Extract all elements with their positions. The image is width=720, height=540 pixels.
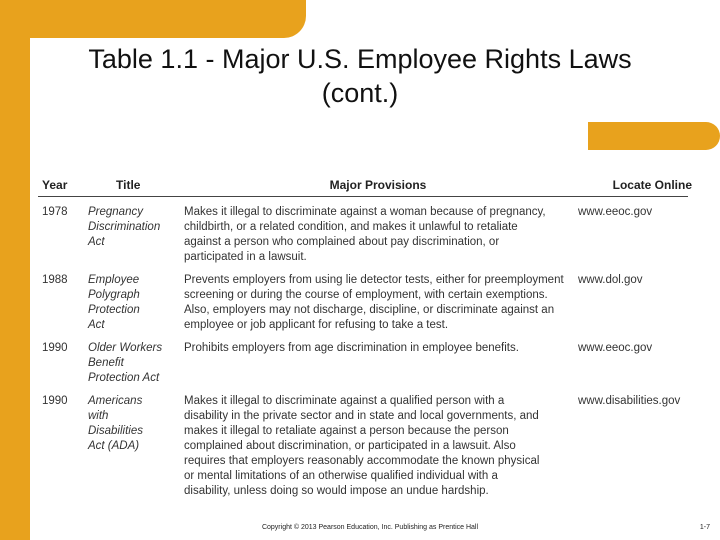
row-title-line: Benefit [88, 357, 124, 369]
row-provisions [184, 341, 572, 386]
row-title [88, 394, 184, 499]
row-title-line: Americans [88, 395, 143, 407]
provision-line: against a person who complained about pay discrimination, or [184, 236, 500, 248]
row-year: 1990 [42, 395, 68, 407]
row-online-link: www.dol.gov [578, 274, 643, 286]
row-title-line: Older Workers [88, 342, 163, 354]
slide-title-line2: (cont.) [321, 78, 399, 108]
row-title-line: Employee [88, 274, 140, 286]
row-title [88, 205, 184, 265]
provision-line: childbirth, or a related condition, and makes it unlawful to retaliate [184, 221, 518, 233]
row-provisions [184, 273, 572, 333]
provision-line: complained about discrimination, or participated in a lawsuit. Also [184, 440, 516, 452]
row-title-line: Discrimination [88, 221, 161, 233]
table-header [38, 176, 692, 197]
provision-line: requires that employers reasonably accommodate the known physical [184, 455, 540, 467]
laws-table [38, 176, 692, 499]
page-number: 1-7 [699, 524, 710, 531]
copyright-footer: Copyright © 2013 Pearson Education, Inc. Publishing as Prentice Hall [261, 524, 479, 531]
provision-line: makes it illegal to retaliate against a person because the person [184, 425, 509, 437]
row-year: 1988 [42, 274, 68, 286]
accent-bar-right [588, 122, 720, 150]
row-title-line: Act [88, 236, 105, 248]
provision-line: Prohibits employers from age discrimination in employee benefits. [184, 342, 519, 354]
row-title-line: Protection [88, 304, 140, 316]
provision-line: participated in a lawsuit. [184, 251, 307, 263]
row-online-link: www.eeoc.gov [578, 342, 653, 354]
header-title: Title [116, 178, 141, 192]
provision-line: or mental limitations of an otherwise qualified individual with a [184, 470, 498, 482]
row-year: 1978 [42, 206, 68, 218]
row-year: 1990 [42, 342, 68, 354]
row-online-link: www.eeoc.gov [578, 206, 653, 218]
row-online-link: www.disabilities.gov [578, 395, 681, 407]
row-provisions [184, 205, 572, 265]
header-year: Year [42, 178, 68, 192]
provision-line: Prevents employers from using lie detector tests, either for preemployment [184, 274, 564, 286]
provision-line: disability, unless doing so would impose an undue hardship. [184, 485, 489, 497]
row-title-line: with [88, 410, 109, 422]
header-online: Locate Online [612, 178, 692, 192]
row-title-line: Disabilities [88, 425, 143, 437]
provision-line: Makes it illegal to discriminate against a qualified person with a [184, 395, 505, 407]
table-row [38, 341, 688, 386]
provision-line: disability in the private sector and in state and local governments, and [184, 410, 539, 422]
row-title-line: Protection Act [88, 372, 160, 384]
row-title-line: Polygraph [88, 289, 140, 301]
accent-bar-left [0, 0, 30, 540]
row-provisions [184, 394, 572, 499]
row-title [88, 273, 184, 333]
row-title-line: Act (ADA) [88, 440, 140, 452]
provision-line: employee or job applicant for refusing to take a test. [184, 319, 449, 331]
header-provisions: Major Provisions [329, 178, 427, 192]
provision-line: Also, employers may not discharge, discipline, or discriminate against an [184, 304, 555, 316]
table-row [38, 205, 688, 265]
accent-bar-top [0, 0, 306, 38]
row-title-line: Act [88, 319, 105, 331]
table-row [38, 394, 688, 499]
row-title-line: Pregnancy [88, 206, 143, 218]
row-title [88, 341, 184, 386]
provision-line: screening or during the course of employment, with certain exemptions. [184, 289, 548, 301]
slide-title [30, 42, 690, 110]
table-row [38, 273, 688, 333]
provision-line: Makes it illegal to discriminate against a woman because of pregnancy, [184, 206, 546, 218]
slide-title-line1: Table 1.1 - Major U.S. Employee Rights Laws [88, 44, 632, 74]
